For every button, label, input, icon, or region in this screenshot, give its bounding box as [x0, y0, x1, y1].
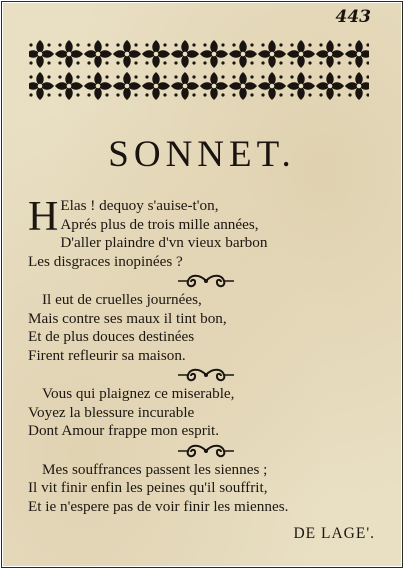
- poem-line: Mes souffrances passent les siennes ;: [42, 460, 268, 478]
- stanza-2-rest: [28, 310, 368, 366]
- poem-line: Les disgraces inopinées ?: [28, 252, 183, 270]
- page-number: 443: [335, 7, 371, 27]
- scroll-divider-icon: [28, 271, 368, 291]
- poem-line: Et de plus douces destinées: [28, 328, 195, 345]
- stanza-4: [28, 461, 368, 480]
- poem-line: Elas ! dequoy s'auise-t'on,: [60, 197, 219, 214]
- poem-body: [28, 194, 368, 516]
- stanza-1: [28, 194, 368, 271]
- stanza-3: [28, 385, 368, 404]
- drop-cap: H: [28, 194, 59, 240]
- poem-line: Dont Amour frappe mon esprit.: [28, 422, 220, 439]
- scroll-divider-icon: [28, 441, 368, 461]
- fleuron-band-icon: [29, 36, 369, 106]
- poem-line: Firent refleurir sa maison.: [28, 346, 186, 364]
- poem-line: Il vit finir enfin les peines qu'il souffrit,: [28, 479, 268, 496]
- stanza-3-rest: [28, 404, 368, 441]
- scroll-divider-icon: [28, 365, 368, 385]
- poem-line: D'aller plaindre d'vn vieux barbon: [60, 234, 268, 251]
- poem-line: Vous qui plaignez ce miserable,: [42, 385, 235, 402]
- poem-title: SONNET.: [108, 134, 296, 175]
- poem-line: Mais contre ses maux il tint bon,: [28, 309, 227, 327]
- stanza-4-rest: [28, 479, 368, 516]
- book-page: [3, 3, 401, 566]
- poem-line: Aprés plus de trois mille années,: [60, 215, 259, 233]
- stanza-2: [28, 291, 368, 310]
- poem-line: Il eut de cruelles journées,: [42, 291, 202, 308]
- poem-line: Voyez la blessure incurable: [28, 403, 195, 421]
- author-signature: DE LAGE'.: [293, 525, 375, 542]
- poem-line: Et ie n'espere pas de voir finir les miennes.: [28, 497, 289, 515]
